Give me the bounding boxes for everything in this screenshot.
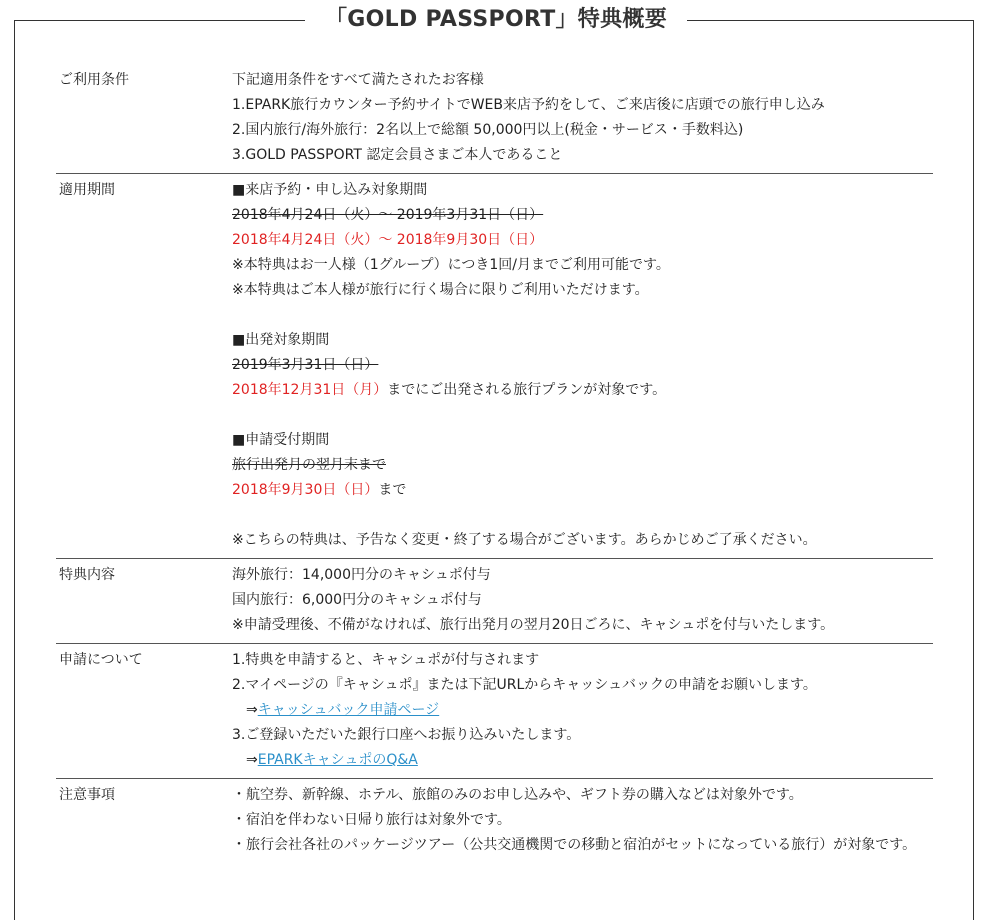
row-period	[56, 174, 933, 559]
cashpo-faq-link[interactable]: EPARKキャシュポのQ&A	[257, 752, 418, 768]
change-notice: ※こちらの特典は、予告なく変更・終了する場合がございます。あらかじめご了承ください。	[232, 532, 817, 548]
departure-period-line	[232, 378, 933, 403]
arrow-icon: ⇒	[246, 702, 258, 718]
note-line: ・航空券、新幹線、ホテル、旅館のみのお申し込みや、ギフト券の購入などは対象外です。	[232, 787, 803, 803]
application-step: 3.ご登録いただいた銀行口座へお振り込みいたします。	[232, 727, 581, 743]
row-label-conditions: ご利用条件	[59, 72, 129, 88]
row-content-period	[232, 178, 933, 553]
condition-line: 下記適用条件をすべて満たされたお客様	[232, 72, 484, 88]
page-title: 「GOLD PASSPORT」特典概要	[305, 6, 687, 34]
departure-period-heading: ■出発対象期間	[232, 332, 330, 348]
apply-period-old: 旅行出発月の翌月末まで	[232, 457, 386, 473]
departure-period-old: 2019年3月31日（日）	[232, 357, 379, 373]
condition-line: 3.GOLD PASSPORT 認定会員さまご本人であること	[232, 147, 563, 163]
row-conditions	[56, 64, 933, 174]
arrow-icon: ⇒	[246, 752, 258, 768]
note-line: ・旅行会社各社のパッケージツアー（公共交通機関での移動と宿泊がセットになっている旅行）が対象です。	[232, 837, 917, 853]
visit-period-new: 2018年4月24日（火）～ 2018年9月30日（日）	[232, 232, 544, 248]
period-note: ※本特典はご本人様が旅行に行く場合に限りご利用いただけます。	[232, 282, 649, 298]
apply-period-new: 2018年9月30日（日）	[232, 482, 379, 498]
title-bar	[0, 6, 992, 34]
apply-period-suffix: まで	[378, 482, 407, 498]
departure-period-new: 2018年12月31日（月）	[232, 382, 388, 398]
row-content-application	[232, 648, 933, 773]
period-note: ※本特典はお一人様（1グループ）につき1回/月までご利用可能です。	[232, 257, 670, 273]
condition-line: 1.EPARK旅行カウンター予約サイトでWEB来店予約をして、ご来店後に店頭での旅行申し込み	[232, 97, 825, 113]
benefit-line: 国内旅行：6,000円分のキャシュポ付与	[232, 592, 482, 608]
row-application	[56, 644, 933, 779]
row-notes	[56, 779, 933, 863]
cashback-application-link[interactable]: キャッシュバック申請ページ	[257, 702, 440, 718]
condition-line: 2.国内旅行/海外旅行：2名以上で総額 50,000円以上(税金・サービス・手数料込)	[232, 122, 744, 138]
visit-period-heading: ■来店予約・申し込み対象期間	[232, 182, 428, 198]
cashback-link-line	[232, 698, 933, 723]
row-content-benefit	[232, 563, 933, 638]
departure-period-suffix: までにご出発される旅行プランが対象です。	[387, 382, 667, 398]
spacer	[232, 503, 933, 528]
spacer	[232, 303, 933, 328]
row-content-conditions	[232, 68, 933, 168]
benefit-line: 海外旅行：14,000円分のキャシュポ付与	[232, 567, 491, 583]
spacer	[232, 403, 933, 428]
application-step: 2.マイページの『キャシュポ』または下記URLからキャッシュバックの申請をお願いします。	[232, 677, 817, 693]
row-benefit	[56, 559, 933, 644]
note-line: ・宿泊を伴わない日帰り旅行は対象外です。	[232, 812, 511, 828]
faq-link-line	[232, 748, 933, 773]
row-content-notes	[232, 783, 933, 858]
benefit-table	[56, 64, 933, 863]
row-label-benefit: 特典内容	[59, 567, 115, 583]
row-label-period: 適用期間	[59, 182, 115, 198]
benefit-line: ※申請受理後、不備がなければ、旅行出発月の翌月20日ごろに、キャシュポを付与いたします。	[232, 617, 835, 633]
row-label-application: 申請について	[59, 652, 143, 668]
row-label-notes: 注意事項	[59, 787, 115, 803]
apply-period-heading: ■申請受付期間	[232, 432, 330, 448]
visit-period-old: 2018年4月24日（火）～ 2019年3月31日（日）	[232, 207, 544, 223]
apply-period-line	[232, 478, 933, 503]
application-step: 1.特典を申請すると、キャシュポが付与されます	[232, 652, 540, 668]
